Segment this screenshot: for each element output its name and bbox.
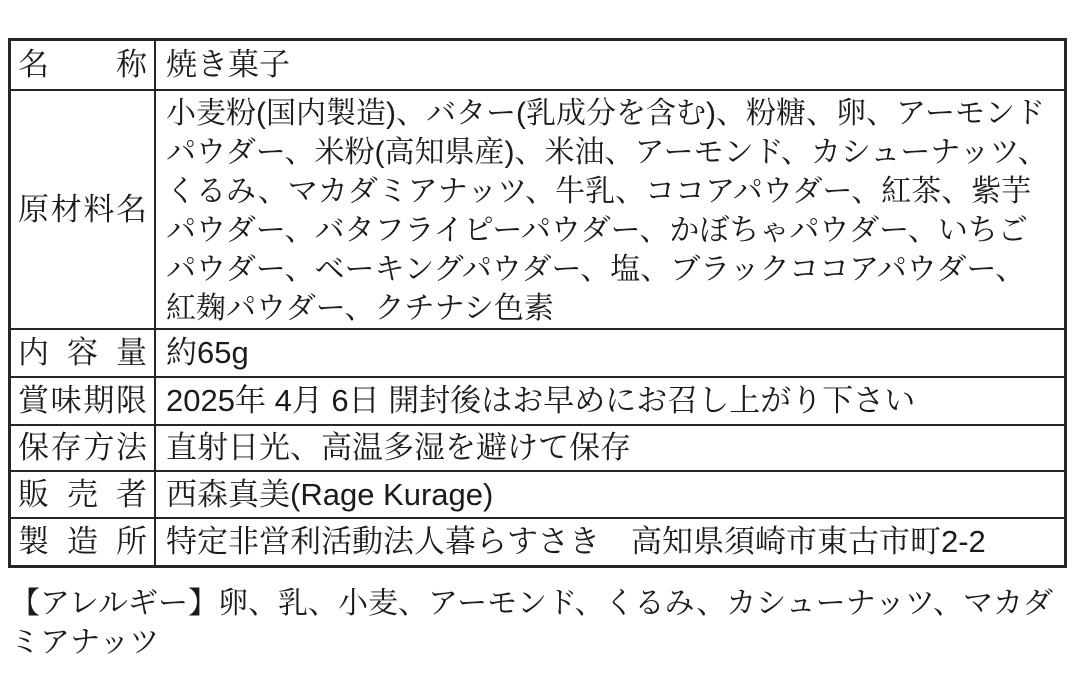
label-text: 製造所: [18, 524, 147, 560]
label-text: 販売者: [18, 476, 147, 512]
value-text: 約65g: [166, 335, 249, 371]
row-product-name-label: [11, 41, 156, 89]
row-best-before-value: [156, 376, 1064, 424]
label-table: [8, 38, 1067, 568]
label-text: 原材料名: [18, 191, 147, 227]
label-text: 賞味期限: [18, 383, 147, 419]
value-text: 特定非営利活動法人暮らすさき 高知県須崎市東古市町2-2: [166, 524, 986, 560]
allergy-note: 【アレルギー】卵、乳、小麦、アーモンド、くるみ、カシューナッツ、マカダミアナッツ: [10, 587, 1053, 659]
value-text: 小麦粉(国内製造)、バター(乳成分を含む)、粉糖、卵、アーモンドパウダー、米粉(高知県産)、米油、アーモンド、カシューナッツ、くるみ、マカダミアナッツ、牛乳、ココアパウダー、紅茶、紫芋パウダー、バタフライピーパウダー、かぼちゃパウダー、いちごパウダー、ベーキングパウダー、塩、ブラックココアパウダー、紅麹パウダー、クチナシ色素: [166, 97, 1048, 325]
value-text: 2025年 4月 6日 開封後はお早めにお召し上がり下さい: [166, 383, 916, 419]
value-text: 西森真美(Rage Kurage): [166, 476, 494, 512]
row-factory-label: [11, 517, 156, 565]
row-best-before-label: [11, 376, 156, 424]
row-ingredients-value: [156, 89, 1064, 328]
row-storage-label: [11, 424, 156, 470]
row-net-content-value: [156, 328, 1064, 376]
row-ingredients-label: [11, 89, 156, 328]
label-text: 保存方法: [18, 430, 147, 466]
value-text: 直射日光、高温多湿を避けて保存: [166, 430, 631, 466]
label-text: 名称: [18, 47, 147, 83]
row-seller-value: [156, 470, 1064, 517]
row-seller-label: [11, 470, 156, 517]
row-product-name-value: [156, 41, 1064, 89]
row-factory-value: [156, 517, 1064, 565]
label-text: 内容量: [18, 335, 147, 371]
row-storage-value: [156, 424, 1064, 470]
value-text: 焼き菓子: [166, 47, 290, 83]
row-net-content-label: [11, 328, 156, 376]
